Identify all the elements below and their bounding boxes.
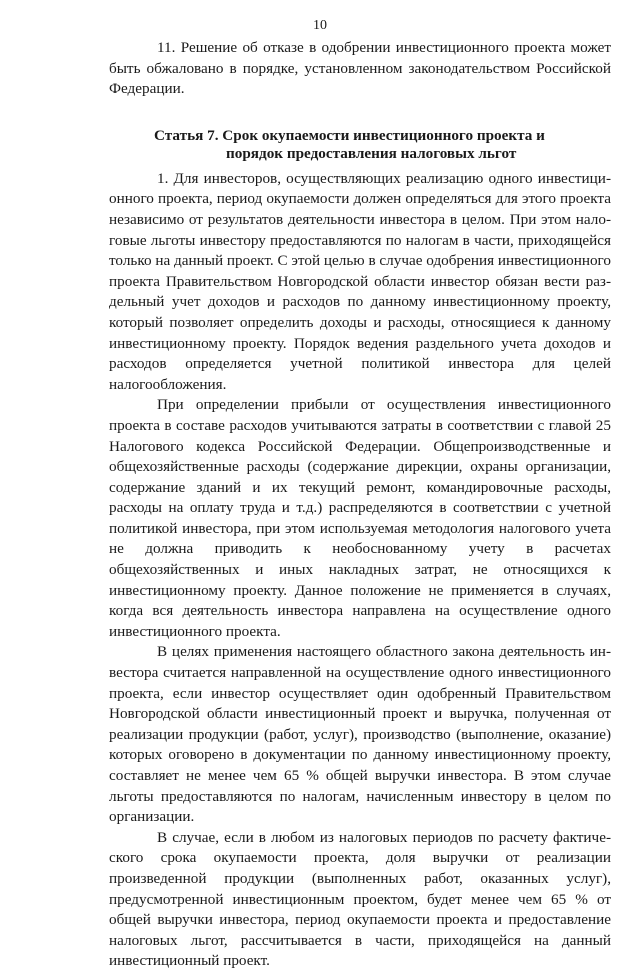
- article-paragraph: В случае, если в любом из налоговых периодов по расчету фактического срока окупаемости проекта, доля выручки от реализации произведенной продукции (выполненных работ, оказанных услуг), предусмотренной инвестиционным проектом, будет менее чем 65 % от общей выручки инвестора, период окупаемости проекта и предоставление налоговых льгот, рассчитывается в части, приходящейся на данный инвестиционный проект.: [109, 828, 611, 970]
- article-heading-line-2: порядок предоставления налоговых льгот: [226, 144, 517, 162]
- article-heading: [109, 127, 611, 163]
- document-body: [109, 38, 611, 972]
- article-paragraph: 1. Для инвесторов, осуществляющих реализацию одного инвестиционного проекта, период окупаемости должен определяться для этого проекта независимо от результатов деятельности инвестора в целом. При этом налоговые льготы инвестору предоставляются по налогам в части, приходящейся только на данный проект. С этой целью в случае одобрения инвестиционного проекта Правительством Новгородской области инвестор обязан вести раздельный учет доходов и расходов по данному инвестиционному проекту, который позволяет определить доходы и расходы, относящиеся к данному инвестиционному проекту. Порядок ведения раздельного учета доходов и расходов определяется учетной политикой инвестора для целей налогообложения.: [109, 169, 611, 393]
- article-heading-line-1: Статья 7. Срок окупаемости инвестиционного проекта и: [154, 126, 545, 144]
- intro-paragraph: 11. Решение об отказе в одобрении инвестиционного проекта может быть обжаловано в порядке, установленном законодательством Российской Федерации.: [109, 39, 611, 98]
- page-number: 10: [313, 18, 327, 33]
- article-paragraph: При определении прибыли от осуществления инвестиционного проекта в составе расходов учитываются затраты в соответствии с главой 25 Налогового кодекса Российской Федерации. Общепроизводственные и общехозяйственные расходы (содержание дирекции, охраны организации, содержание зданий и их текущий ремонт, командировочные расходы, расходы на оплату труда и т.д.) распределяются в соответствии с учетной политикой инвестора, при этом используемая методология налогового учета не должна приводить к необоснованному учету в расчетах общехозяйственных и иных накладных затрат, не относящихся к инвестиционному проекту. Данное положение не применяется в случаях, когда вся деятельность инвестора направлена на осуществление одного инвестиционного проекта.: [109, 396, 611, 640]
- article-paragraph: В целях применения настоящего областного закона деятельность инвестора считается направленной на осуществление одного инвестиционного проекта, если инвестор осуществляет один одобренный Правительством Новгородской области инвестиционный проект и выручка, полученная от реализации продукции (работ, услуг), производство (выполнение, оказание) которых оговорено в документации по данному инвестиционному проекту, составляет не менее чем 65 % общей выручки инвестора. В этом случае льготы предоставляются по налогам, начисленным инвестору в целом по организации.: [109, 643, 611, 826]
